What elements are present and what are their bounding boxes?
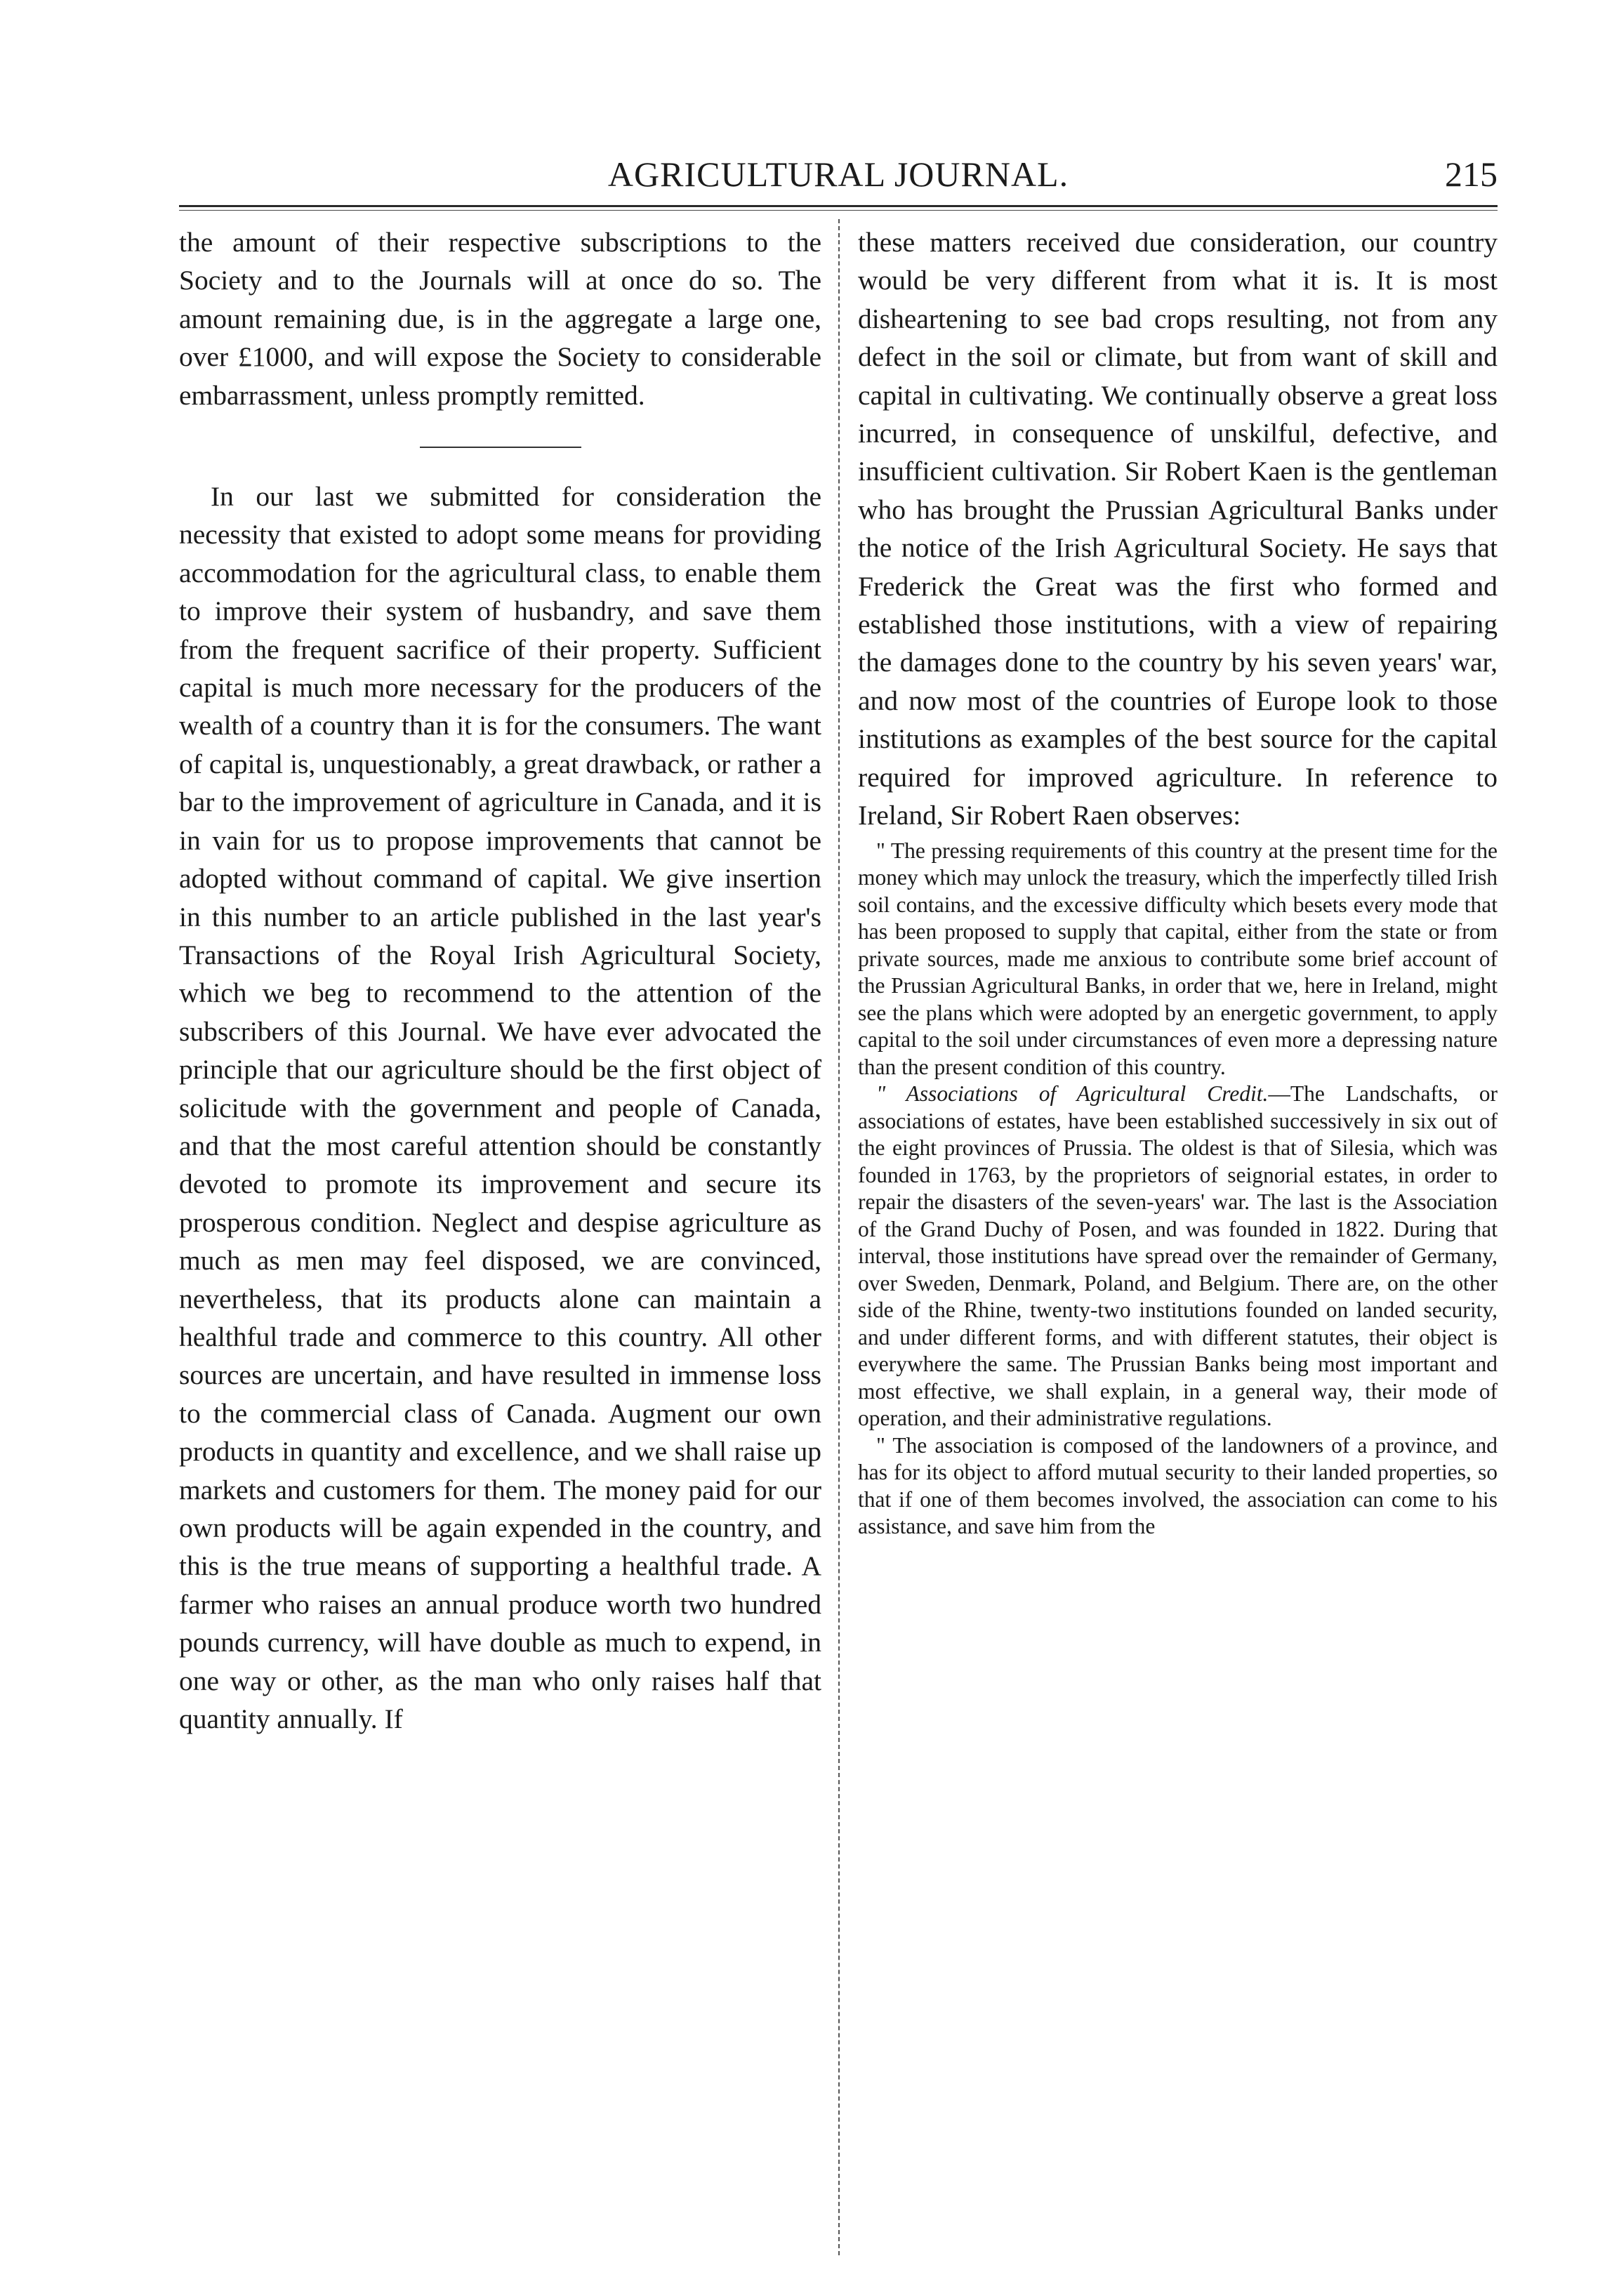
running-title: AGRICULTURAL JOURNAL.: [607, 154, 1069, 194]
quote-associations-heading: " Associations of Agricultural Credit.: [876, 1081, 1269, 1106]
quote-association-composition: " The association is composed of the landowners of a province, and has for its object to afford mutual security to their landed properties, so that if one of them becomes involved, the association can come to his assistance, and save him from the: [858, 1432, 1498, 1538]
left-paragraph-capital: In our last we submitted for consideration the necessity that existed to adopt some means for providing accommodation for the agricultural class, to enable them to improve their system of husbandry, and save them from the frequent sacrifice of their property. Sufficient capital is much more necessary for the producers of the wealth of a country than it is for the consumers. The want of capital is, unquestionably, a great drawback, or rather a bar to the improvement of agriculture in Canada, and it is in vain for us to propose improvements that cannot be adopted without command of capital. We give insertion in this number to an article published in the last year's Transactions of the Royal Irish Agricultural Society, which we beg to recommend to the attention of the subscribers of this Journal. We have ever advocated the principle that our agriculture should be the first object of solicitude with the government and people of Canada, and that the most careful attention should be constantly devoted to promote its improvement and secure its prosperous condition. Neglect and despise agriculture as much as men may feel disposed, we are convinced, nevertheless, that its products alone can maintain a healthful trade and commerce to this country. All other sources are uncertain, and have resulted in immense loss to the commercial class of Canada. Augment our own products in quantity and excellence, and we shall raise up markets and customers for them. The money paid for our own products will be again expended in the country, and this is the true means of supporting a healthful trade. A farmer who raises an annual produce worth two hundred pounds currency, will have double as much to expend, in one way or other, as the man who only raises half that quantity annually. If: [179, 481, 821, 1735]
quote-associations-body: —The Landschafts, or associations of estates, have been established successively in six out of the eight provinces of Prussia. The oldest is that of Silesia, which was founded in 1763, by the proprietors of seignorial estates, in order to repair the disasters of the seven-years' war. The last is the Association of the Grand Duchy of Posen, and was founded in 1822. During that interval, those institutions have spread over the remainder of Germany, over Sweden, Denmark, Poland, and Belgium. There are, on the other side of the Rhine, twenty-two institutions founded on landed security, and under different forms, and with different statutes, their object is everywhere the same. The Prussian Banks being most important and most effective, we shall explain, in a general way, their mode of operation, and their administrative regulations.: [858, 1081, 1498, 1430]
left-column: [179, 223, 821, 1738]
page-number: 215: [1445, 154, 1498, 194]
page-header: [179, 153, 1498, 202]
header-rule: [179, 205, 1498, 207]
section-divider-rule: [420, 447, 581, 448]
right-paragraph-considerations: these matters received due consideration, our country would be very different from what it is. It is most disheartening to see bad crops resulting, not from any defect in the soil or climate, but from want of skill and capital in cultivating. We continually observe a great loss incurred, in consequence of unskilful, defective, and insufficient cultivation. Sir Robert Kaen is the gentleman who has brought the Prussian Agricultural Banks under the notice of the Irish Agricultural Society. He says that Frederick the Great was the first who formed and established those institutions, with a view of repairing the damages done to the country by his seven years' war, and now most of the countries of Europe look to those institutions as examples of the best source for the capital required for improved agriculture. In reference to Ireland, Sir Robert Raen observes:: [858, 227, 1498, 831]
right-column: [858, 223, 1498, 1540]
quote-pressing-requirements: " The pressing requirements of this country at the present time for the money which may unlock the treasury, which the imperfectly tilled Irish soil contains, and the excessive difficulty which besets every mode that has been proposed to supply that capital, either from the state or from private sources, made me anxious to contribute some brief account of the Prussian Agricultural Banks, in order that we, here in Ireland, might see the plans which were adopted by an energetic government, to apply capital to the soil under circumstances of even more a depressing nature than the present condition of this country.: [858, 838, 1498, 1079]
left-paragraph-subscriptions: the amount of their respective subscriptions to the Society and to the Journals will at once do so. The amount remaining due, is in the aggregate a large one, over £1000, and will expose the Society to considerable embarrassment, unless promptly remitted.: [179, 227, 821, 411]
column-divider: [838, 219, 840, 2255]
quote-associations: [858, 1081, 1498, 1432]
header-rule-secondary: [179, 210, 1498, 211]
